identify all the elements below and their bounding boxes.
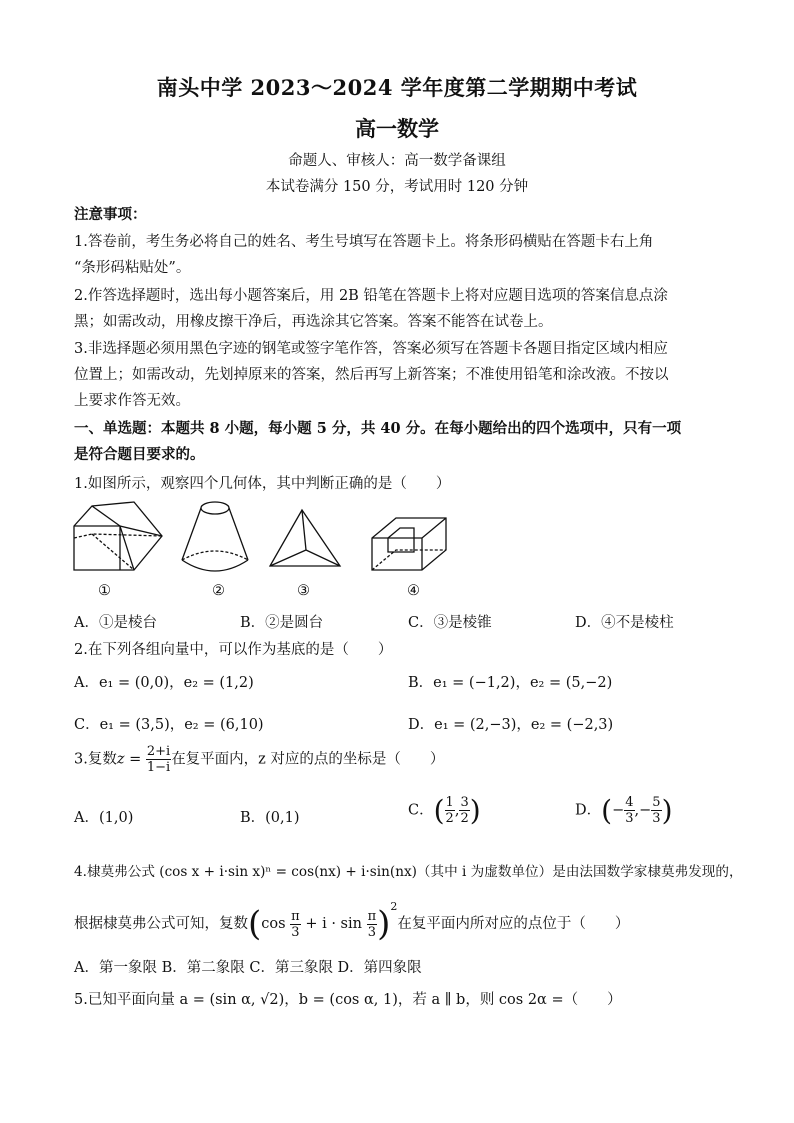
notes-heading: 注意事项： — [74, 206, 147, 223]
q3-option-c-label: C． — [408, 802, 434, 819]
q1-option-a: A．①是棱台 — [74, 615, 157, 631]
q1-label-4: ④ — [407, 583, 420, 599]
note-3-line-2: 位置上；如需改动，先划掉原来的答案，然后再写上新答案；不准使用铅笔和涂改液。不按以 — [74, 367, 669, 383]
exam-info: 本试卷满分 150 分，考试用时 120 分钟 — [265, 179, 529, 195]
q1-label-1: ① — [98, 583, 111, 599]
q3-d-num-1: 4 — [625, 795, 634, 810]
q3-stem — [74, 744, 444, 775]
q3-option-d: D．(− $\frac{4}{3}$ ,− $\frac{5}{3}$ ) — [575, 794, 673, 827]
q1-solid-2-figure — [176, 498, 254, 574]
q1-option-b: B．②是圆台 — [240, 615, 324, 631]
q1-stem: 1.如图所示，观察四个几何体，其中判断正确的是（ ） — [74, 476, 451, 492]
q3-c-num-2: 3 — [460, 795, 469, 810]
q3-option-b: B．(0,1) — [240, 810, 300, 826]
q3-z: z = — [116, 751, 142, 768]
q1-label-2: ② — [212, 583, 225, 599]
note-2-line-1: 2.作答选择题时，选出每小题答案后，用 2B 铅笔在答题卡上将对应题目选项的答案信息点涂 — [74, 288, 668, 304]
q3-c-den-1: 2 — [445, 811, 454, 826]
q3-fraction — [146, 744, 171, 775]
note-3-line-1: 3.非选择题必须用黑色字迹的钢笔或签字笔作答，答案必须写在答题卡各题目指定区域内相应 — [74, 341, 668, 357]
q3-d-num-2: 5 — [652, 795, 661, 810]
q4-pi-1: π — [291, 908, 300, 924]
note-3-line-3: 上要求作答无效。 — [74, 393, 190, 409]
q3-option-a: A．(1,0) — [74, 810, 134, 826]
q3-d-den-2: 3 — [652, 811, 661, 826]
q4-line-2-pre: 根据棣莫弗公式可知，复数 — [74, 916, 248, 932]
q4-plus-i-sin: + i · sin — [305, 916, 362, 932]
q4-pi-2: π — [367, 908, 377, 924]
exam-subject: 高一数学 — [355, 116, 439, 141]
q3-c-den-2: 2 — [460, 811, 469, 826]
q1-solid-3-figure — [266, 506, 344, 574]
q1-solid-4-figure — [368, 512, 450, 574]
q3-option-c: C．( $\frac{1}{2}$ , $\frac{3}{2}$ ) — [408, 794, 481, 827]
q1-option-c: C．③是棱锥 — [408, 615, 492, 631]
q2-option-b: B．e₁ = (−1,2)，e₂ = (5,−2) — [408, 675, 613, 691]
q4-exponent: 2 — [390, 900, 398, 913]
q3-fraction-num: 2+i — [146, 744, 171, 759]
note-1-line-1: 1.答卷前，考生务必将自己的姓名、考生号填写在答题卡上。将条形码横贴在答题卡右上角 — [74, 234, 654, 250]
q3-option-d-label: D． — [575, 802, 602, 819]
q3-stem-post: 在复平面内，z 对应的点的坐标是（ ） — [171, 751, 445, 768]
q4-line-1: 4.棣莫弗公式 (cos x + i·sin x)ⁿ = cos(nx) + i·sin(nx)（其中 i 为虚数单位）是由法国数学家棣莫弗发现的， — [74, 864, 743, 880]
exam-authors: 命题人、审核人：高一数学备课组 — [288, 153, 506, 169]
q4-line-2-post: 在复平面内所对应的点位于（ ） — [397, 916, 630, 932]
q3-d-den-1: 3 — [625, 811, 634, 826]
q2-option-a: A．e₁ = (0,0)，e₂ = (1,2) — [74, 675, 254, 691]
exam-title: 南头中学 2023～2024 学年度第二学期期中考试 — [156, 75, 638, 100]
q1-solid-1-figure — [70, 498, 168, 574]
q4-three-1: 3 — [291, 924, 300, 940]
q3-c-num-1: 1 — [445, 795, 454, 810]
q4-cos: cos — [261, 916, 286, 932]
q4-three-2: 3 — [367, 924, 376, 940]
q2-option-d: D．e₁ = (2,−3)，e₂ = (−2,3) — [408, 717, 614, 733]
q4-options: A．第一象限 B．第二象限 C．第三象限 D．第四象限 — [74, 960, 422, 976]
section-1-heading: 一、单选题：本题共 8 小题，每小题 5 分，共 40 分。在每小题给出的四个选项中，只有一项 — [74, 420, 682, 437]
q2-stem: 2.在下列各组向量中，可以作为基底的是（ ） — [74, 642, 393, 658]
q5-stem: 5.已知平面向量 a = (sin α, √2)，b = (cos α, 1)，若 a ∥ b，则 cos 2α =（ ） — [74, 992, 622, 1008]
q3-fraction-den: 1−i — [146, 760, 171, 775]
q1-label-3: ③ — [297, 583, 310, 599]
q2-option-c: C．e₁ = (3,5)，e₂ = (6,10) — [74, 717, 264, 733]
q3-stem-pre: 3.复数 — [74, 751, 117, 768]
section-1-heading-cont: 是符合题目要求的。 — [74, 446, 205, 463]
q1-option-d: D．④不是棱柱 — [575, 615, 674, 631]
note-2-line-2: 黑；如需改动，用橡皮擦干净后，再选涂其它答案。答案不能答在试卷上。 — [74, 314, 553, 330]
q4-line-2: 根据棣莫弗公式可知，复数(cos $\frac{\pi}{3}$ + i · sin $\frac{\pi}{3}$ )$^2$在复平面内所对应的点位于（ ） — [74, 900, 630, 944]
note-1-line-2: “条形码粘贴处”。 — [74, 260, 191, 276]
